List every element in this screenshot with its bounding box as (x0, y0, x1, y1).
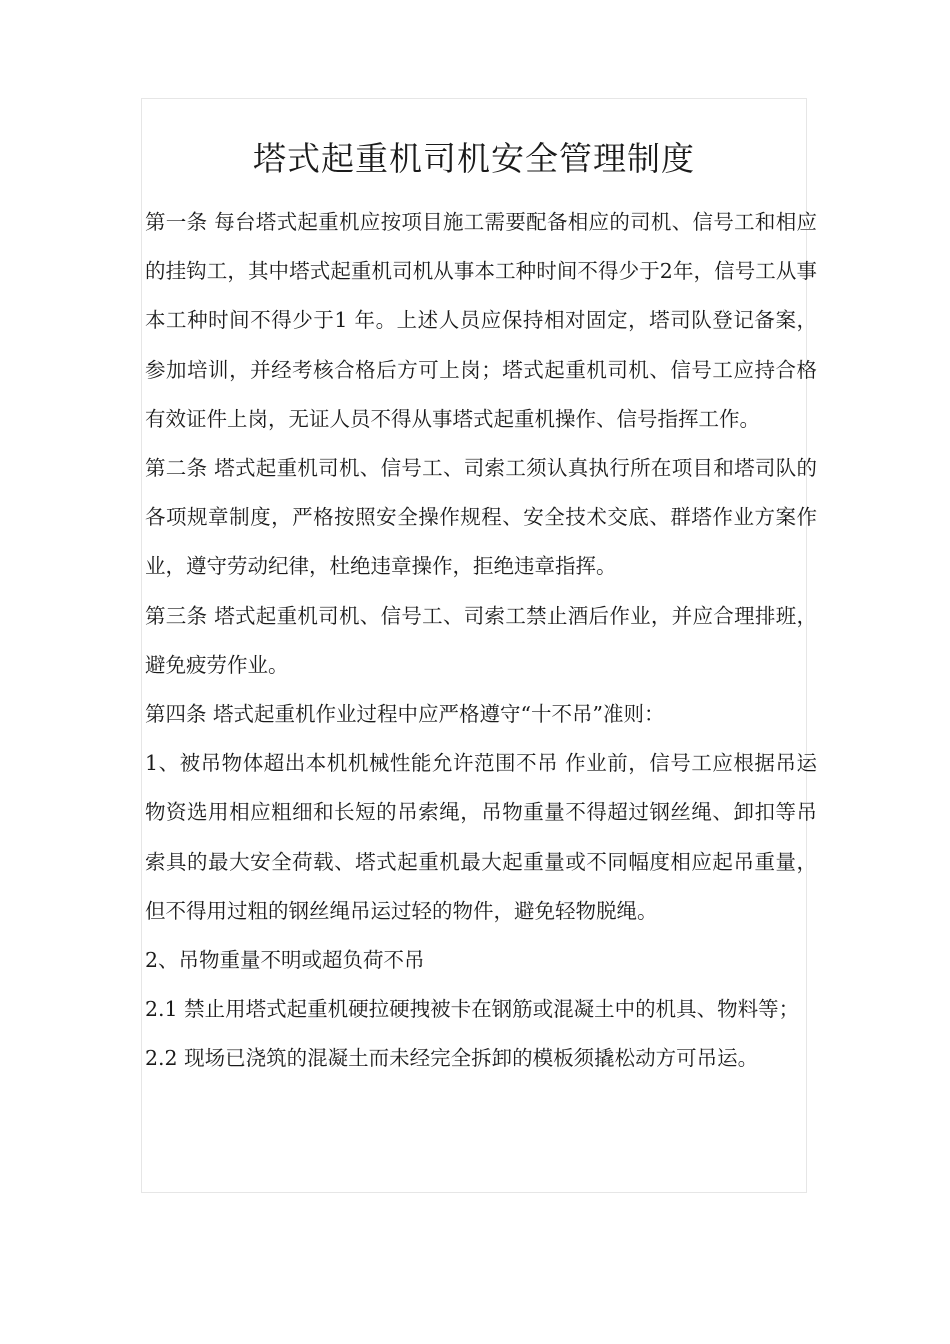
article-4-paragraph: 第四条 塔式起重机作业过程中应严格遵守“十不吊”准则： (145, 702, 665, 727)
article-2-paragraph: 第二条 塔式起重机司机、信号工、司索工须认真执行所在项目和塔司队的各项规章制度，严格按照安全操作规程、安全技术交底、群塔作业方案作业，遵守劳动纪律，杜绝违章操作，拒绝违章指挥。 (145, 456, 817, 579)
article-1-paragraph: 第一条 每台塔式起重机应按项目施工需要配备相应的司机、信号工和相应的挂钩工，其中塔式起重机司机从事本工种时间不得少于2年，信号工从事本工种时间不得少于1 年。上述人员应保持相对固定，塔司队登记备案，参加培训，并经考核合格后方可上岗；塔式起重机司机、信号工应持合格有效证件上岗，无证人员不得从事塔式起重机操作、信号指挥工作。 (145, 210, 817, 431)
rule-2-1-paragraph: 2.1 禁止用塔式起重机硬拉硬拽被卡在钢筋或混凝土中的机具、物料等； (145, 997, 800, 1022)
rule-2-2-paragraph: 2.2 现场已浇筑的混凝土而未经完全拆卸的模板须撬松动方可吊运。 (145, 1046, 759, 1071)
article-3-paragraph: 第三条 塔式起重机司机、信号工、司索工禁止酒后作业，并应合理排班，避免疲劳作业。 (145, 603, 817, 677)
document-title: 塔式起重机司机安全管理制度 (253, 139, 695, 178)
document-body (145, 198, 817, 1084)
rule-2-paragraph: 2、吊物重量不明或超负荷不吊 (145, 948, 425, 973)
rule-1-paragraph: 1、被吊物体超出本机机械性能允许范围不吊 作业前，信号工应根据吊运物资选用相应粗细和长短的吊索绳，吊物重量不得超过钢丝绳、卸扣等吊索具的最大安全荷载、塔式起重机最大起重量或不同幅度相应起吊重量，但不得用过粗的钢丝绳吊运过轻的物件，避免轻物脱绳。 (145, 751, 817, 923)
